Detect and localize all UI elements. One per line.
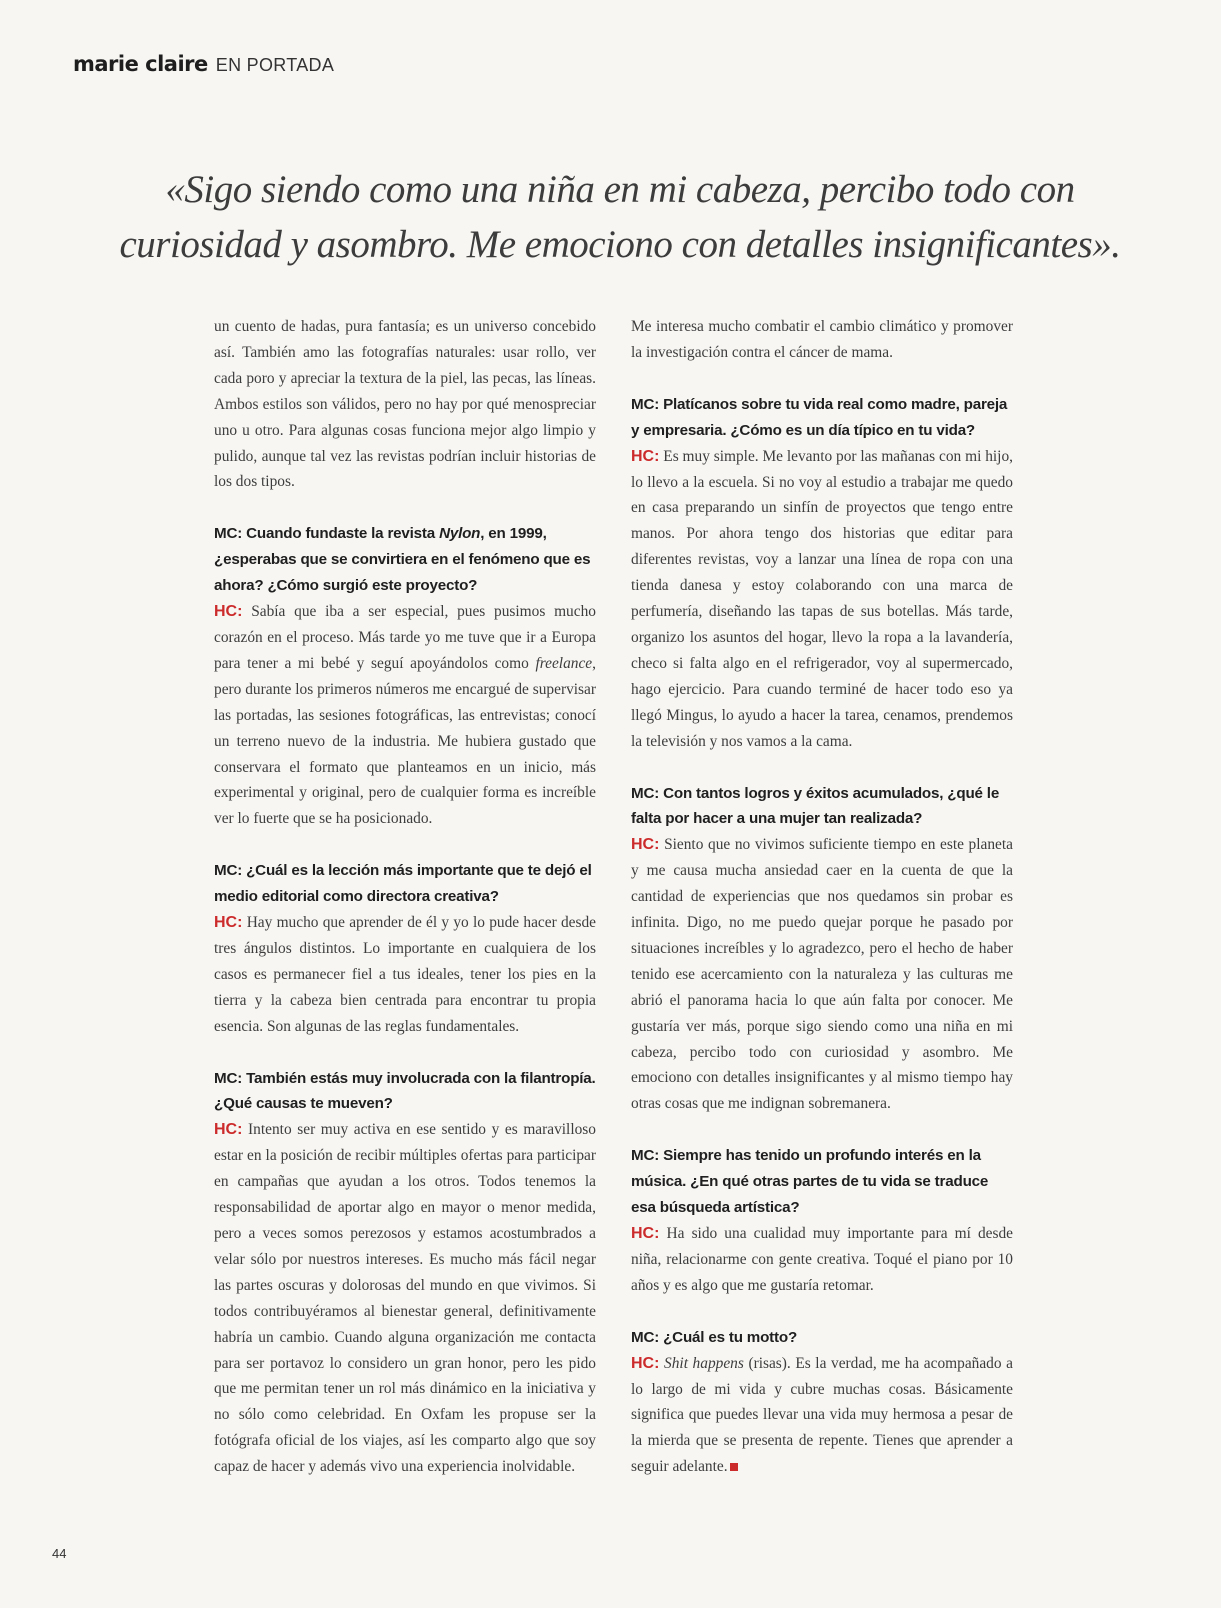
question-2: MC: ¿Cuál es la lección más importante que te dejó el medio editorial como directora creativa?	[214, 862, 592, 906]
answer-2: HC: Hay mucho que aprender de él y yo lo pude hacer desde tres ángulos distintos. Lo importante en cualquiera de los casos es permanecer fiel a tus ideales, tener los pies en la tierra y la cabeza bien centrada para encontrar tu propia esencia. Son algunas de las reglas fundamentales.	[214, 914, 596, 1035]
pull-quote: «Sigo siendo como una niña en mi cabeza, percibo todo con curiosidad y asombro. Me emociono con detalles insignificantes».	[119, 168, 1121, 266]
question-4: MC: Platícanos sobre tu vida real como madre, pareja y empresaria. ¿Cómo es un día típico en tu vida?	[631, 395, 1008, 439]
answer-1: HC: Sabía que iba a ser especial, pues pusimos mucho corazón en el proceso. Más tarde yo me tuve que ir a Europa para tener a mi bebé y seguí apoyándolos como freelance, pero durante los primeros números me encargué de supervisar las portadas, las sesiones fotográficas, las entrevistas; conocí un terreno nuevo de la industria. Me hubiera gustado que conservara el formato que planteamos en un inicio, más experimental y original, pero de cualquier forma es increíble ver lo fuerte que se ha posicionado.	[214, 603, 596, 828]
intro-paragraph: un cuento de hadas, pura fantasía; es un universo concebido así. También amo las fotografías naturales: usar rollo, ver cada poro y apreciar la textura de la piel, las pecas, las líneas. Ambos estilos son válidos, pero no hay por qué menospreciar uno u otro. Para algunas cosas funciona mejor algo limpio y pulido, aunque tal vez las revistas podrían incluir historias de los dos tipos.	[214, 318, 596, 491]
end-mark-icon	[730, 1463, 738, 1471]
page-number: 44	[52, 1546, 67, 1561]
answer-5: HC: Siento que no vivimos suficiente tiempo en este planeta y me causa mucha ansiedad caer en la cuenta de que la cantidad de experiencias que nos quedamos sin probar es infinita. Digo, no me puedo quejar porque he pasado por situaciones increíbles y lo agradezco, pero el hecho de haber tenido ese acercamiento con la naturaleza y las culturas me abrió el panorama hacia lo que aún falta por conocer. Me gustaría ver más, porque sigo siendo como una niña en mi cabeza, percibo todo con curiosidad y asombro. Me emociono con detalles insignificantes y al mismo tiempo hay otras cosas que me indignan sobremanera.	[631, 836, 1013, 1113]
answer-4: HC: Es muy simple. Me levanto por las mañanas con mi hijo, lo llevo a la escuela. Si no voy al estudio a trabajar me quedo en casa preparando un sinfín de proyectos que tengo entre manos. Por ahora tengo dos historias que editar para diferentes revistas, voy a lanzar una línea de ropa con una tienda danesa y estoy colaborando con una marca de perfumería, diseñando las tapas de sus botellas. Más tarde, organizo los asuntos del hogar, llevo la ropa a la lavandería, checo si falta algo en el refrigerador, voy al supermercado, hago ejercicio. Para cuando terminé de hacer todo eso ya llegó Mingus, lo ayudo a hacer la tarea, cenamos, prendemos la televisión y nos vamos a la cama.	[631, 447, 1013, 750]
answer-3: HC: Intento ser muy activa en ese sentido y es maravilloso estar en la posición de recibir múltiples ofertas para participar en campañas que ayudan a los otros. Todos tenemos la responsabilidad de aportar algo en mayor o menor medida, pero a veces somos perezosos y estamos acostumbrados a velar sólo por nuestros intereses. Es mucho más fácil negar las partes oscuras y dolorosas del mundo en que vivimos. Si todos contribuyéramos al bienestar general, definitivamente habría un cambio. Cuando alguna organización me contacta para ser portavoz lo considero un gran honor, pero les pido que me permitan tener un rol más dinámico en la iniciativa y no sólo como celebridad. En Oxfam les propuse ser la fotógrafa oficial de los viajes, así les comparto algo que soy capaz de hacer y además vivo una experiencia inolvidable.	[214, 1121, 596, 1476]
answer-6: HC: Ha sido una cualidad muy importante para mí desde niña, relacionarme con gente creativa. Toqué el piano por 10 años y es algo que me gustaría retomar.	[631, 1225, 1013, 1294]
question-1: MC: Cuando fundaste la revista Nylon, en 1999, ¿esperabas que se convirtiera en el fenómeno que es ahora? ¿Cómo surgió este proyecto?	[214, 525, 591, 595]
masthead	[73, 52, 334, 76]
answer-7: HC: Shit happens (risas). Es la verdad, me ha acompañado a lo largo de mi vida y cubre muchas cosas. Básicamente significa que puedes llevar una vida muy hermosa a pesar de la mierda que se presenta de repente. Tienes que aprender a seguir adelante.	[631, 1354, 1013, 1476]
column-left	[214, 314, 596, 1480]
brand-logo: marie claire	[73, 52, 208, 76]
section-label: EN PORTADA	[215, 55, 335, 75]
question-7: MC: ¿Cuál es tu motto?	[631, 1328, 798, 1346]
answer-3-continued: Me interesa mucho combatir el cambio climático y promover la investigación contra el cáncer de mama.	[631, 318, 1013, 361]
question-5: MC: Con tantos logros y éxitos acumulados, ¿qué le falta por hacer a una mujer tan realizada?	[631, 784, 1000, 828]
column-right	[631, 314, 1013, 1480]
question-3: MC: También estás muy involucrada con la filantropía. ¿Qué causas te mueven?	[214, 1069, 596, 1113]
question-6: MC: Siempre has tenido un profundo interés en la música. ¿En qué otras partes de tu vida se traduce esa búsqueda artística?	[631, 1147, 989, 1217]
